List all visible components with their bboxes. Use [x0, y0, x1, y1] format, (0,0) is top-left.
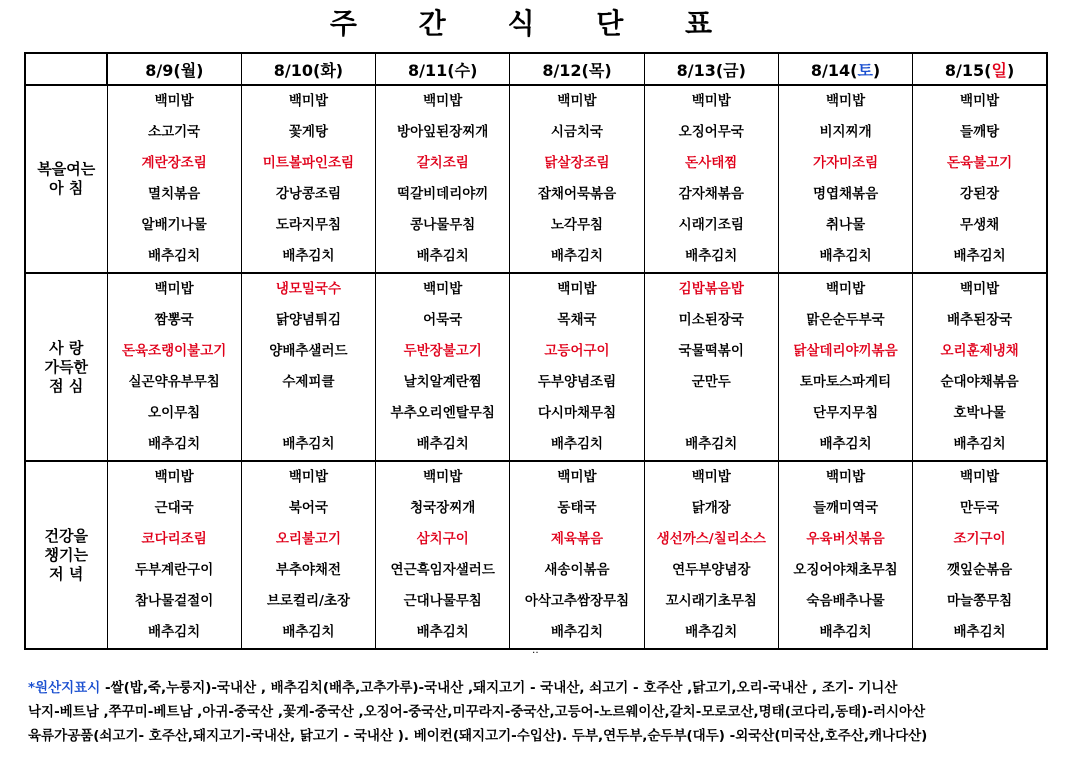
dish-item: 북어국 — [288, 500, 328, 516]
dish-item: 백미밥 — [423, 93, 463, 109]
dish-item: 멸치볶음 — [148, 186, 201, 202]
dish-item: 닭살데리야끼볶음 — [793, 343, 898, 359]
dish-item: 닭개장 — [691, 500, 731, 516]
dish-item: 배추김치 — [953, 624, 1006, 640]
date-text: 8/9( — [145, 60, 181, 80]
dish-item: 만두국 — [960, 500, 1000, 516]
menu-cell-breakfast-4 — [644, 85, 778, 273]
dish-item: 삼치구이 — [416, 531, 469, 547]
dish-item: 아삭고추쌈장무침 — [524, 593, 630, 609]
dish-item: 비지찌개 — [819, 124, 872, 140]
weekday-text: 수 — [454, 60, 471, 80]
date-close: ) — [196, 60, 204, 80]
dish-item: 백미밥 — [825, 281, 866, 297]
menu-cell-dinner-6 — [913, 461, 1047, 649]
dish-item: 돈육조랭이불고기 — [121, 343, 227, 359]
dish-item — [242, 398, 375, 429]
dish-item: 들깨탕 — [960, 124, 1000, 140]
dish-item: 백미밥 — [960, 281, 1000, 297]
dish-item: 무생채 — [960, 217, 1000, 233]
date-header-5 — [778, 53, 912, 85]
dish-item: 백미밥 — [557, 93, 597, 109]
stray-mark: ‥ — [532, 645, 539, 656]
date-close: ) — [872, 60, 881, 80]
dish-item: 배추김치 — [953, 248, 1006, 264]
weekday-text: 일 — [991, 60, 1007, 80]
dish-item: 백미밥 — [423, 281, 463, 297]
date-header-3 — [510, 53, 644, 85]
dish-item: 배추김치 — [416, 436, 469, 452]
weekday-text: 월 — [180, 60, 197, 80]
dish-item: 냉모밀국수 — [275, 281, 342, 297]
date-text: 8/11( — [408, 60, 455, 80]
menu-cell-lunch-2 — [376, 273, 510, 461]
date-text: 8/14( — [810, 60, 858, 80]
meal-label-line: 저 녁 — [49, 564, 84, 583]
dish-item: 명엽채볶음 — [812, 186, 879, 202]
date-header-6 — [913, 53, 1047, 85]
menu-cell-breakfast-3 — [510, 85, 644, 273]
dish-item: 날치알계란찜 — [403, 374, 482, 390]
origin-note-text-1: -쌀(밥,죽,누룽지)-국내산 , 배추김치(배추,고추가루)-국내산 ,돼지고기 - 국내산, 쇠고기 - 호주산 ,닭고기,오리-국내산 , 조기- 기니산 — [100, 680, 898, 696]
menu-cell-breakfast-2 — [376, 85, 510, 273]
dish-item: 배추김치 — [282, 248, 335, 264]
dish-item: 시금치국 — [550, 124, 604, 140]
dish-item: 군만두 — [691, 374, 731, 390]
dish-item: 배추김치 — [416, 248, 469, 264]
dish-item — [645, 398, 778, 429]
menu-cell-lunch-1 — [241, 273, 375, 461]
dish-item: 계란장조림 — [141, 155, 207, 171]
dish-item: 배추김치 — [550, 436, 604, 452]
dish-item: 우육버섯볶음 — [806, 531, 885, 547]
date-text: 8/12( — [542, 60, 589, 80]
dish-item: 백미밥 — [154, 93, 194, 109]
date-header-1 — [241, 53, 375, 85]
dish-item: 떡갈비데리야끼 — [397, 186, 489, 202]
dish-item: 감자채볶음 — [678, 186, 744, 202]
dish-item: 닭양념튀김 — [275, 312, 342, 328]
meal-label-line: 복을여는 — [37, 160, 96, 178]
meal-label-line: 사 랑 — [49, 338, 84, 357]
dish-item: 오이무침 — [148, 405, 201, 421]
date-close: ) — [1006, 60, 1015, 80]
menu-body — [25, 85, 1047, 649]
dish-item: 참나물겉절이 — [135, 593, 214, 609]
dish-item: 배추김치 — [685, 624, 738, 640]
dish-item: 오징어무국 — [678, 124, 744, 140]
dish-item: 배추김치 — [550, 248, 604, 264]
dish-item: 백미밥 — [154, 469, 194, 485]
corner-cell — [25, 53, 107, 85]
dish-item: 목채국 — [557, 312, 597, 328]
dish-item: 새송이볶음 — [544, 562, 610, 578]
dish-item: 백미밥 — [960, 469, 1000, 485]
dish-item: 맑은순두부국 — [806, 312, 885, 328]
date-close: ) — [335, 60, 344, 80]
date-text: 8/10( — [273, 60, 321, 80]
dish-item: 조기구이 — [953, 531, 1006, 547]
dish-item: 백미밥 — [288, 93, 328, 109]
meal-label-breakfast — [25, 85, 107, 273]
dish-item: 오징어야채초무침 — [793, 562, 898, 578]
dish-item: 브로컬리/초장 — [266, 593, 351, 609]
dish-item: 부추야채전 — [275, 562, 342, 578]
dish-item: 알배기나물 — [141, 217, 207, 233]
weekday-text: 금 — [723, 60, 739, 80]
meal-label-line: 건강을 — [44, 526, 88, 545]
dish-item: 실곤약유부무침 — [128, 374, 220, 390]
origin-note-label: *원산지표시 — [28, 680, 101, 696]
menu-cell-dinner-3 — [510, 461, 644, 649]
dish-item: 배추김치 — [685, 436, 738, 452]
dish-item: 오리불고기 — [275, 531, 342, 547]
dish-item: 배추김치 — [282, 436, 335, 452]
dish-item: 연근흑임자샐러드 — [390, 562, 495, 578]
meal-label-lunch — [25, 273, 107, 461]
menu-cell-breakfast-6 — [913, 85, 1047, 273]
weekday-text: 토 — [857, 60, 873, 80]
dish-item: 배추김치 — [148, 248, 201, 264]
dish-item: 숙음배추나물 — [806, 593, 885, 609]
dish-item: 근대나물무침 — [403, 593, 482, 609]
dish-item: 돈육불고기 — [946, 155, 1013, 171]
origin-note — [28, 676, 1058, 748]
dish-item: 꽃게탕 — [288, 124, 328, 140]
meal-label-line: 아 침 — [49, 179, 84, 197]
dish-item: 강낭콩조림 — [275, 186, 342, 202]
menu-cell-breakfast-1 — [241, 85, 375, 273]
dish-item: 어묵국 — [423, 312, 463, 328]
dish-item: 백미밥 — [960, 93, 1000, 109]
menu-cell-breakfast-0 — [107, 85, 241, 273]
date-text: 8/13( — [676, 60, 724, 80]
meal-label-line: 가득한 — [44, 357, 88, 376]
dish-item: 마늘쫑무침 — [946, 593, 1013, 609]
menu-cell-dinner-4 — [644, 461, 778, 649]
dish-item: 근대국 — [154, 500, 194, 516]
dish-item: 짬뽕국 — [154, 312, 194, 328]
dish-item: 백미밥 — [557, 469, 597, 485]
meal-label-dinner — [25, 461, 107, 649]
dish-item: 백미밥 — [154, 281, 194, 297]
dish-item: 미트볼파인조림 — [262, 155, 355, 171]
menu-cell-lunch-0 — [107, 273, 241, 461]
menu-cell-dinner-5 — [778, 461, 912, 649]
dish-item: 방아잎된장찌개 — [397, 124, 489, 140]
dish-item: 오리훈제냉채 — [940, 343, 1019, 359]
dish-item: 국물떡볶이 — [678, 343, 744, 359]
dish-item: 도라지무침 — [275, 217, 342, 233]
dish-item: 잡채어묵볶음 — [537, 186, 617, 202]
dish-item: 배추된장국 — [946, 312, 1013, 328]
dish-item: 청국장찌개 — [410, 500, 476, 516]
dish-item: 부추오리엔탈무침 — [390, 405, 495, 421]
dish-item: 생선까스/칠리소스 — [656, 531, 766, 547]
menu-cell-lunch-4 — [644, 273, 778, 461]
origin-note-line-1 — [28, 676, 1058, 700]
date-header-0 — [107, 53, 241, 85]
date-close: ) — [604, 60, 612, 80]
dish-item: 백미밥 — [691, 93, 731, 109]
date-header-row — [25, 53, 1047, 85]
weekday-text: 목 — [588, 60, 605, 80]
dish-item: 강된장 — [960, 186, 1000, 202]
meal-label-line: 챙기는 — [44, 545, 88, 564]
dish-item: 호박나물 — [953, 405, 1006, 421]
dish-item: 배추김치 — [550, 624, 604, 640]
dish-item: 배추김치 — [416, 624, 469, 640]
menu-cell-lunch-3 — [510, 273, 644, 461]
dish-item: 다시마채무침 — [537, 405, 617, 421]
dish-item: 취나물 — [825, 217, 866, 233]
dish-item: 가자미조림 — [812, 155, 879, 171]
origin-note-line-2: 낙지-베트남 ,쭈꾸미-베트남 ,아귀-중국산 ,꽃게-중국산 ,오징어-중국산,미꾸라지-중국산,고등어-노르웨이산,갈치-모로코산,명태(코다리,동태)-러시아산 — [28, 704, 926, 720]
date-close: ) — [470, 60, 478, 80]
dish-item: 김밥볶음밥 — [678, 281, 744, 297]
dish-item: 배추김치 — [819, 436, 872, 452]
dish-item: 양배추샐러드 — [269, 343, 348, 359]
dish-item: 백미밥 — [825, 93, 866, 109]
menu-cell-lunch-5 — [778, 273, 912, 461]
dish-item: 갈치조림 — [416, 155, 469, 171]
dish-item: 고등어구이 — [544, 343, 610, 359]
dish-item: 닭살장조림 — [544, 155, 610, 171]
dish-item: 깻잎순볶음 — [946, 562, 1013, 578]
dish-item: 백미밥 — [825, 469, 866, 485]
dish-item: 콩나물무침 — [410, 217, 476, 233]
dish-item: 배추김치 — [819, 248, 872, 264]
dish-item: 노각무침 — [550, 217, 604, 233]
meal-row-breakfast — [25, 85, 1047, 273]
dish-item: 백미밥 — [423, 469, 463, 485]
dish-item: 동태국 — [557, 500, 597, 516]
date-header-4 — [644, 53, 778, 85]
date-header-2 — [376, 53, 510, 85]
dish-item: 백미밥 — [691, 469, 731, 485]
dish-item: 두부계란구이 — [135, 562, 214, 578]
menu-cell-dinner-0 — [107, 461, 241, 649]
date-close: ) — [738, 60, 746, 80]
weekly-menu-table — [24, 52, 1048, 650]
meal-row-lunch — [25, 273, 1047, 461]
dish-item: 백미밥 — [557, 281, 597, 297]
dish-item: 배추김치 — [282, 624, 335, 640]
dish-item: 두반장불고기 — [403, 343, 482, 359]
dish-item: 배추김치 — [148, 436, 201, 452]
dish-item: 두부양념조림 — [537, 374, 617, 390]
dish-item: 토마토스파게티 — [799, 374, 892, 390]
dish-item: 배추김치 — [819, 624, 872, 640]
meal-row-dinner — [25, 461, 1047, 649]
meal-label-line: 점 심 — [49, 376, 84, 395]
dish-item: 소고기국 — [148, 124, 201, 140]
date-text: 8/15( — [944, 60, 992, 80]
menu-cell-dinner-2 — [376, 461, 510, 649]
dish-item: 단무지무침 — [812, 405, 879, 421]
dish-item: 들깨미역국 — [812, 500, 879, 516]
menu-cell-lunch-6 — [913, 273, 1047, 461]
dish-item: 제육볶음 — [550, 531, 604, 547]
dish-item: 코다리조림 — [141, 531, 207, 547]
menu-cell-breakfast-5 — [778, 85, 912, 273]
dish-item: 백미밥 — [288, 469, 328, 485]
dish-item: 배추김치 — [148, 624, 201, 640]
dish-item: 연두부양념장 — [672, 562, 751, 578]
dish-item: 순대야채볶음 — [940, 374, 1019, 390]
dish-item: 미소된장국 — [678, 312, 744, 328]
origin-note-line-3: 육류가공품(쇠고기- 호주산,돼지고기-국내산, 닭고기 - 국내산 ). 베이컨(돼지고기-수입산). 두부,연두부,순두부(대두) -외국산(미국산,호주산,캐나다산) — [28, 728, 928, 744]
dish-item: 돈사태찜 — [685, 155, 738, 171]
dish-item: 꼬시래기초무침 — [665, 593, 757, 609]
dish-item: 수제피클 — [282, 374, 335, 390]
dish-item: 시래기조림 — [678, 217, 744, 233]
weekday-text: 화 — [320, 60, 336, 80]
dish-item: 배추김치 — [953, 436, 1006, 452]
dish-item: 배추김치 — [685, 248, 738, 264]
page-title: 주 간 식 단 표 — [329, 7, 739, 40]
menu-cell-dinner-1 — [241, 461, 375, 649]
